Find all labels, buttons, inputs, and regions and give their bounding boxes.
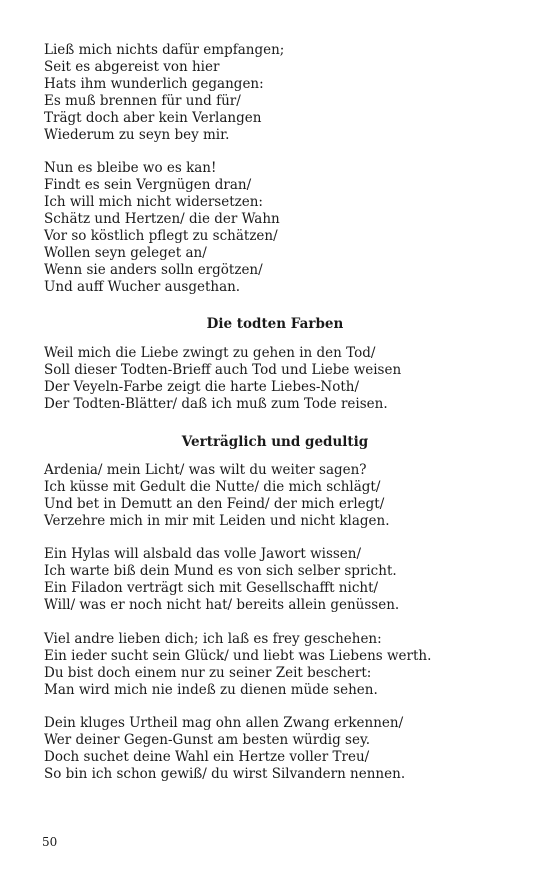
verse-line: Ich küsse mit Gedult die Nutte/ die mich schlägt/ xyxy=(44,479,381,495)
stanza xyxy=(44,42,514,144)
verse-line: Ein Filadon verträgt sich mit Gesellschafft nicht/ xyxy=(44,580,379,596)
verse-line: Und bet in Demutt an den Feind/ der mich erlegt/ xyxy=(44,496,385,512)
stanza xyxy=(44,631,514,699)
verse-line: Ardenia/ mein Licht/ was wilt du weiter sagen? xyxy=(44,462,367,478)
verse-line: Verzehre mich in mir mit Leiden und nicht klagen. xyxy=(44,513,390,529)
verse-line: Und auff Wucher ausgethan. xyxy=(44,279,241,295)
verse-line: Will/ was er noch nicht hat/ bereits allein genüssen. xyxy=(44,597,400,613)
verse-line: Trägt doch aber kein Verlangen xyxy=(44,110,262,126)
verse-line: Dein kluges Urtheil mag ohn allen Zwang erkennen/ xyxy=(44,715,404,731)
verse-line: Man wird mich nie indeß zu dienen müde sehen. xyxy=(44,682,378,698)
verse-line: Seit es abgereist von hier xyxy=(44,59,220,75)
verse-line: Weil mich die Liebe zwingt zu gehen in den Tod/ xyxy=(44,345,376,361)
verse-line: Der Todten-Blätter/ daß ich muß zum Tode reisen. xyxy=(44,396,388,412)
verse-line: Soll dieser Todten-Brieff auch Tod und Liebe weisen xyxy=(44,362,402,378)
verse-line: Nun es bleibe wo es kan! xyxy=(44,160,217,176)
verse-line: Wenn sie anders solln ergötzen/ xyxy=(44,262,263,278)
verse-line: Du bist doch einem nur zu seiner Zeit beschert: xyxy=(44,665,372,681)
verse-line: Viel andre lieben dich; ich laß es frey geschehen: xyxy=(44,631,382,647)
stanza xyxy=(44,546,514,614)
verse-line: Ein Hylas will alsbald das volle Jawort wissen/ xyxy=(44,546,362,562)
verse-line: Es muß brennen für und für/ xyxy=(44,93,241,109)
verse-line: Vor so köstlich pflegt zu schätzen/ xyxy=(44,228,278,244)
verse-line: Ein ieder sucht sein Glück/ und liebt was Liebens werth. xyxy=(44,648,432,664)
stanza xyxy=(44,160,514,296)
verse-line: Wer deiner Gegen-Gunst am besten würdig sey. xyxy=(44,732,371,748)
verse-line: Findt es sein Vergnügen dran/ xyxy=(44,177,252,193)
verse-line: Ich warte biß dein Mund es von sich selber spricht. xyxy=(44,563,397,579)
verse-line: Wollen seyn geleget an/ xyxy=(44,245,207,261)
verse-line: Schätz und Hertzen/ die der Wahn xyxy=(44,211,280,227)
verse-line: Hats ihm wunderlich gegangen: xyxy=(44,76,264,92)
verse-line: Der Veyeln-Farbe zeigt die harte Liebes-Noth/ xyxy=(44,379,360,395)
verse-line: Doch suchet deine Wahl ein Hertze voller Treu/ xyxy=(44,749,370,765)
verse-line: Ließ mich nichts dafür empfangen; xyxy=(44,42,285,58)
page-number: 50 xyxy=(42,835,58,849)
verse-line: So bin ich schon gewiß/ du wirst Silvandern nennen. xyxy=(44,766,406,782)
stanza xyxy=(44,462,514,530)
stanza xyxy=(44,715,514,783)
stanza xyxy=(44,345,514,413)
poem-title: Die todten Farben xyxy=(206,316,344,332)
verse-line: Wiederum zu seyn bey mir. xyxy=(44,127,230,143)
verse-line: Ich will mich nicht widersetzen: xyxy=(44,194,263,210)
poem-title: Verträglich und gedultig xyxy=(181,434,369,450)
